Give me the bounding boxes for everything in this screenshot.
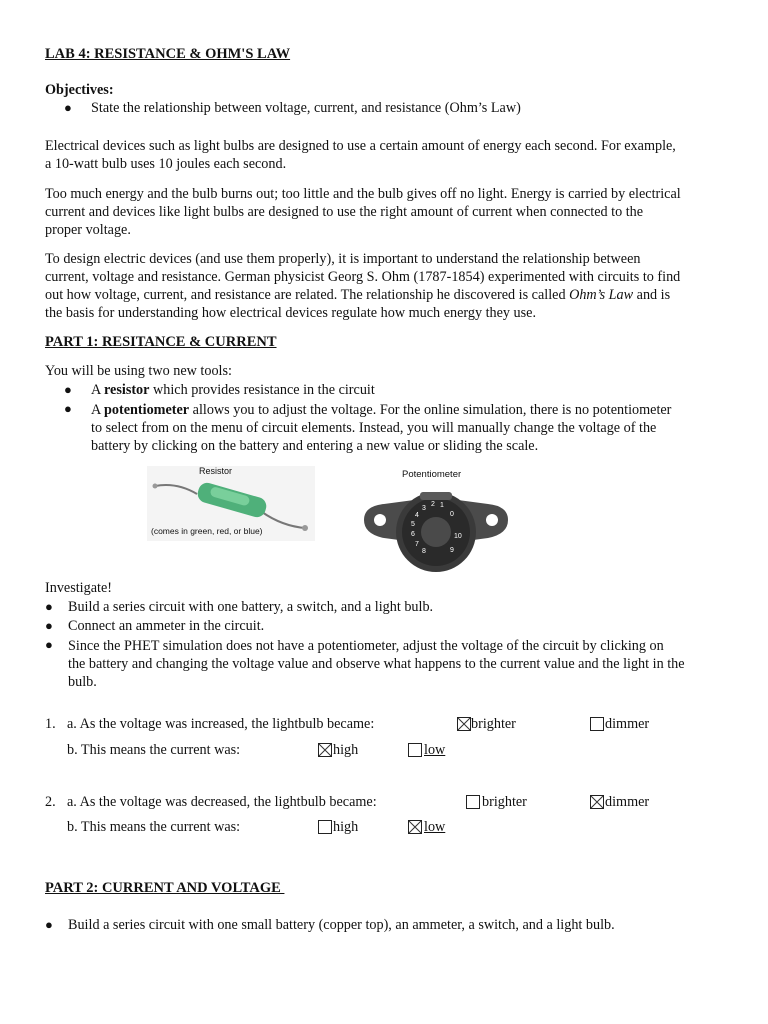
text-line: Too much energy and the bulb burns out; too little and the bulb gives off no light. Energy is carried by electrical	[45, 186, 681, 202]
text-line: To design electric devices (and use them properly), it is important to understand the relationship between	[45, 251, 641, 267]
q1-dimmer-checkbox[interactable]	[590, 717, 604, 731]
dial-digit: 6	[411, 531, 415, 538]
part1-heading: PART 1: RESITANCE & CURRENT	[45, 334, 277, 350]
q1-brighter-checkbox[interactable]	[457, 717, 471, 731]
text-line: out how voltage, current, and resistance are related. The relationship he discovered is called Ohm’s Law and is	[45, 287, 671, 303]
q2-high-label: high	[333, 819, 359, 835]
q2-dimmer-checkbox[interactable]	[590, 795, 604, 809]
text-line: a 10-watt bulb uses 10 joules each second.	[45, 156, 287, 172]
checked-x-icon	[591, 796, 603, 808]
checked-x-icon	[458, 718, 470, 730]
dial-digit: 5	[411, 521, 415, 528]
resistor-image	[147, 466, 315, 541]
q2-brighter-checkbox[interactable]	[466, 795, 480, 809]
dial-digit: 9	[450, 547, 454, 554]
q1-low-label: low	[424, 742, 446, 758]
q2-low-checkbox[interactable]	[408, 820, 422, 834]
dial-digit: 10	[454, 533, 462, 540]
dial-digit: 0	[450, 511, 454, 518]
objective-item: State the relationship between voltage, current, and resistance (Ohm’s Law)	[91, 100, 521, 116]
q2-high-checkbox[interactable]	[318, 820, 332, 834]
lab-title: LAB 4: RESISTANCE & OHM'S LAW	[45, 46, 291, 62]
text-line: current, voltage and resistance. German physicist Georg S. Ohm (1787-1854) experimented with circuits to find	[45, 269, 681, 285]
q1-high-checkbox[interactable]	[318, 743, 332, 757]
part2-heading: PART 2: CURRENT AND VOLTAGE	[45, 880, 285, 896]
intro-paragraph-3	[45, 250, 725, 322]
intro-paragraph-1	[45, 137, 725, 173]
text-line: Electrical devices such as light bulbs are designed to use a certain amount of energy each second. For example,	[45, 138, 676, 154]
dial-digit: 3	[422, 505, 426, 512]
q1-low-checkbox[interactable]	[408, 743, 422, 757]
resistor-label: Resistor	[199, 466, 233, 476]
q2-dimmer-label: dimmer	[605, 794, 650, 810]
text-line: current and devices like light bulbs are designed to use the right amount of current when connected to the	[45, 204, 644, 220]
q1-number: 1.	[45, 716, 56, 732]
potentiometer-dial-icon	[358, 482, 514, 580]
q2-low-label: low	[424, 819, 446, 835]
objectives-heading: Objectives:	[45, 82, 114, 98]
potentiometer-label: Potentiometer	[402, 469, 462, 480]
q1-high-label: high	[333, 742, 359, 758]
potentiometer-term: potentiometer	[104, 402, 190, 418]
dial-digit: 8	[422, 548, 426, 555]
text-line: proper voltage.	[45, 222, 131, 238]
checked-x-icon	[409, 821, 421, 833]
intro-paragraph-2	[45, 185, 725, 239]
dial-digit: 4	[415, 512, 419, 519]
q1-dimmer-label: dimmer	[605, 716, 650, 732]
dial-digit: 7	[415, 541, 419, 548]
q2-part-b: b. This means the current was:	[67, 819, 241, 835]
q2-part-a: a. As the voltage was decreased, the lightbulb became:	[67, 794, 377, 810]
ohms-law-term: Ohm’s Law	[569, 287, 634, 303]
dial-digit: 2	[431, 501, 435, 508]
q2-brighter-label: brighter	[482, 794, 527, 810]
resistor-term: resistor	[104, 382, 150, 398]
q1-brighter-label: brighter	[471, 716, 516, 732]
q1-part-a: a. As the voltage was increased, the lightbulb became:	[67, 716, 375, 732]
part1-lead: You will be using two new tools:	[45, 363, 232, 379]
q2-number: 2.	[45, 794, 56, 810]
investigate-heading: Investigate!	[45, 580, 112, 596]
q1-part-b: b. This means the current was:	[67, 742, 241, 758]
resistor-caption: (comes in green, red, or blue)	[151, 526, 263, 536]
potentiometer-image	[358, 466, 514, 576]
text-line: the basis for understanding how electrical devices regulate how much energy they use.	[45, 305, 537, 321]
checked-x-icon	[319, 744, 331, 756]
dial-digit: 1	[440, 502, 444, 509]
